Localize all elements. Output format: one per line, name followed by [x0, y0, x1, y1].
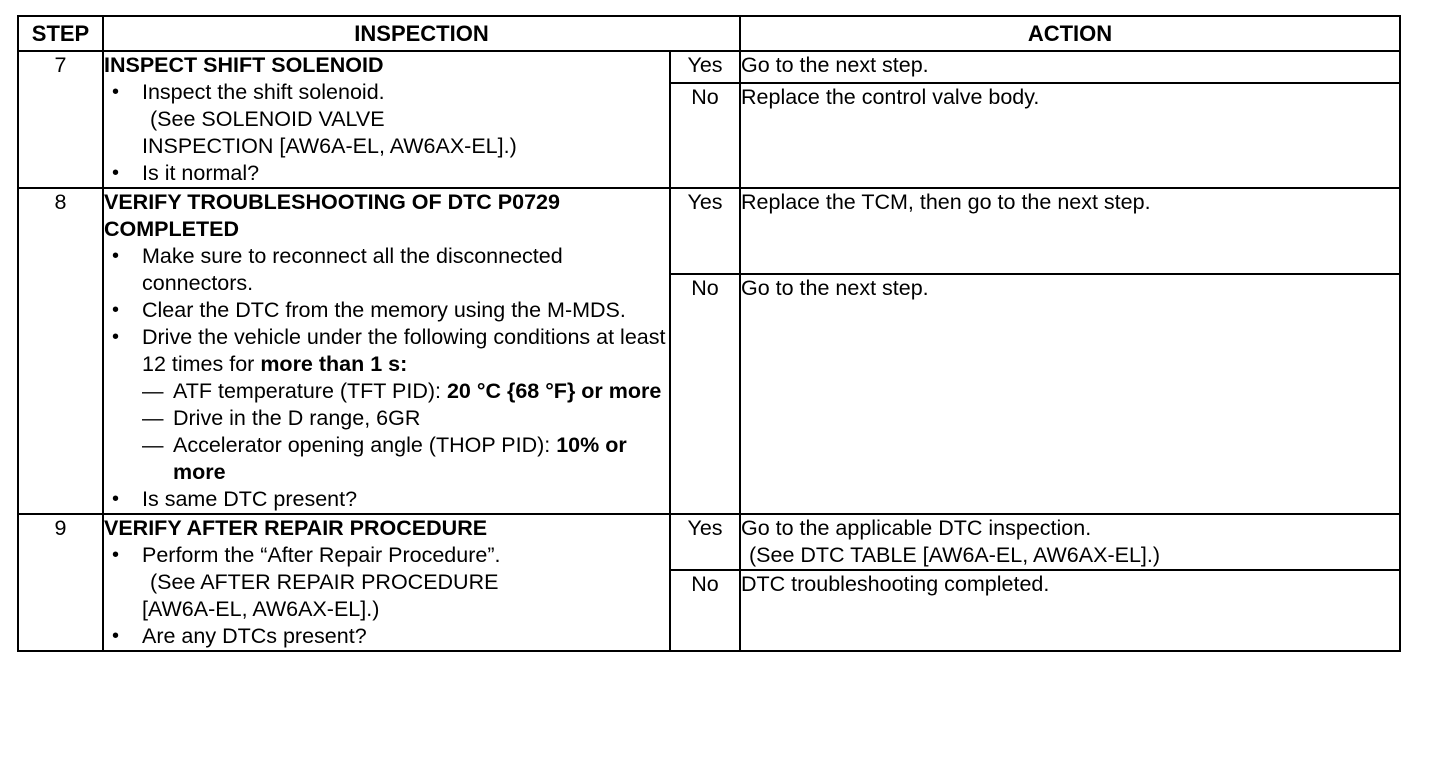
table-header-row	[18, 16, 1400, 51]
list-item: • Make sure to reconnect all the disconnected connectors.	[104, 243, 669, 297]
list-item-text: Inspect the shift solenoid.	[142, 80, 385, 104]
action-header: ACTION	[740, 16, 1400, 51]
reference-text: (See SOLENOID VALVE	[150, 107, 385, 131]
no-label: No	[670, 83, 740, 188]
bold-text: more than 1 s:	[260, 352, 408, 376]
no-label: No	[670, 570, 740, 651]
reference-text: INSPECTION [AW6A-EL, AW6AX-EL].)	[142, 134, 517, 158]
list-item	[104, 79, 669, 160]
inspection-title: VERIFY AFTER REPAIR PROCEDURE	[104, 516, 488, 540]
inspection-title: INSPECT SHIFT SOLENOID	[104, 53, 384, 77]
step-number: 7	[18, 51, 103, 188]
condition-text: Accelerator opening angle (THOP PID):	[173, 433, 557, 457]
yes-action: Replace the TCM, then go to the next step.	[740, 188, 1400, 274]
condition-value: 20 °C {68 °F} or more	[446, 379, 662, 403]
step-header: STEP	[18, 16, 103, 51]
inspection-cell	[103, 514, 670, 651]
step-number: 8	[18, 188, 103, 514]
step-number: 9	[18, 514, 103, 651]
troubleshooting-table	[17, 15, 1401, 652]
inspection-list	[104, 243, 669, 513]
condition-text: ATF temperature (TFT PID):	[173, 379, 447, 403]
list-item: • Is it normal?	[104, 160, 669, 187]
table-row	[18, 51, 1400, 83]
list-item: • Are any DTCs present?	[104, 623, 669, 650]
inspection-cell	[103, 51, 670, 188]
list-item-text: Drive the vehicle under the following conditions at least 12 times for	[142, 325, 666, 376]
yes-label: Yes	[670, 514, 740, 570]
yes-action-cell	[740, 514, 1400, 570]
condition-item	[142, 432, 669, 486]
reference-text: (See AFTER REPAIR PROCEDURE	[150, 570, 499, 594]
inspection-list	[104, 542, 669, 650]
condition-value: 10% or more	[173, 433, 627, 484]
condition-text: Drive in the D range, 6GR	[173, 406, 421, 430]
list-item: • Clear the DTC from the memory using the M-MDS.	[104, 297, 669, 324]
list-item	[104, 542, 669, 623]
no-action: Replace the control valve body.	[740, 83, 1400, 188]
condition-list	[142, 378, 669, 486]
yes-action: Go to the next step.	[740, 51, 1400, 83]
yes-label: Yes	[670, 51, 740, 83]
dash-mark: —	[142, 433, 164, 457]
dash-mark: —	[142, 379, 164, 403]
inspection-list	[104, 79, 669, 187]
inspection-cell	[103, 188, 670, 514]
condition-item	[142, 378, 669, 405]
list-item	[104, 324, 669, 486]
list-item: • Is same DTC present?	[104, 486, 669, 513]
no-label: No	[670, 274, 740, 514]
dash-mark: —	[142, 406, 164, 430]
inspection-title: VERIFY TROUBLESHOOTING OF DTC P0729 COMPLETED	[104, 190, 560, 241]
reference-text: [AW6A-EL, AW6AX-EL].)	[142, 597, 380, 621]
list-item-text: Perform the “After Repair Procedure”.	[142, 543, 501, 567]
yes-label: Yes	[670, 188, 740, 274]
table-row	[18, 514, 1400, 570]
no-action: Go to the next step.	[740, 274, 1400, 514]
no-action: DTC troubleshooting completed.	[740, 570, 1400, 651]
reference-text: (See DTC TABLE [AW6A-EL, AW6AX-EL].)	[749, 543, 1161, 567]
yes-action: Go to the applicable DTC inspection.	[741, 516, 1092, 540]
inspection-header: INSPECTION	[103, 16, 740, 51]
table-row	[18, 188, 1400, 274]
condition-item	[142, 405, 669, 432]
